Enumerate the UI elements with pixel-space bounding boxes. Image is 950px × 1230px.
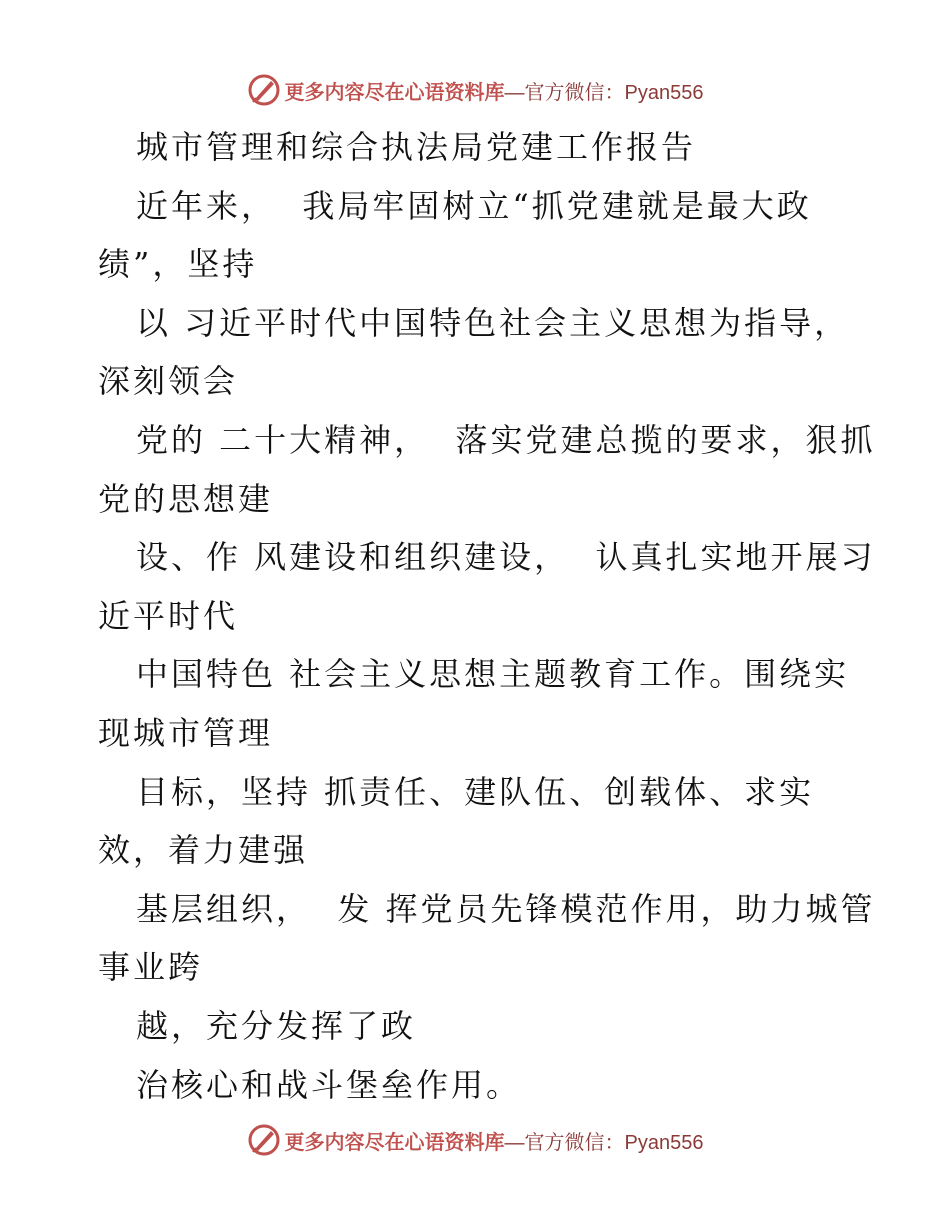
paragraph-line: 治核心和战斗堡垒作用。: [136, 1065, 522, 1104]
paragraph-line: 现城市管理: [98, 713, 274, 752]
watermark-tail-text: —官方微信：Pyan556: [504, 81, 704, 104]
watermark-main-text: 更多内容尽在心语资料库: [284, 79, 505, 104]
watermark-tail-text: —官方微信：Pyan556: [504, 1131, 704, 1154]
feather-pen-logo-icon: [247, 1123, 281, 1157]
paragraph-line: 越，充分发挥了政: [136, 1006, 417, 1045]
feather-pen-logo-icon: [247, 73, 281, 107]
document-title: 城市管理和综合执法局党建工作报告: [136, 128, 697, 166]
footer-watermark: [0, 1120, 950, 1160]
paragraph-line: 事业跨: [98, 948, 204, 987]
paragraph-line: 深刻领会: [98, 362, 239, 401]
watermark-main-text: 更多内容尽在心语资料库: [284, 1129, 505, 1154]
paragraph-line: 基层组织， 发 挥党员先锋模范作用，助力城管: [136, 889, 876, 928]
paragraph-line: 党的思想建: [98, 479, 274, 518]
document-body: [98, 118, 876, 1114]
paragraph-line: 以 习近平时代中国特色社会主义思想为指导，: [136, 303, 850, 342]
paragraph-line: 效，着力建强: [98, 831, 309, 870]
paragraph-line: 中国特色 社会主义思想主题教育工作。围绕实: [136, 655, 850, 694]
paragraph-line: 近平时代: [98, 596, 239, 635]
paragraph-line: 近年来， 我局牢固树立“抓党建就是最大政: [136, 186, 812, 225]
paragraph-line: 目标，坚持 抓责任、建队伍、创载体、求实: [136, 772, 815, 811]
header-watermark: [0, 70, 950, 110]
paragraph-line: 党的 二十大精神， 落实党建总揽的要求，狠抓: [136, 420, 876, 459]
paragraph-line: 绩”，坚持: [98, 245, 258, 284]
paragraph-line: 设、作 风建设和组织建设， 认真扎实地开展习: [136, 538, 876, 577]
